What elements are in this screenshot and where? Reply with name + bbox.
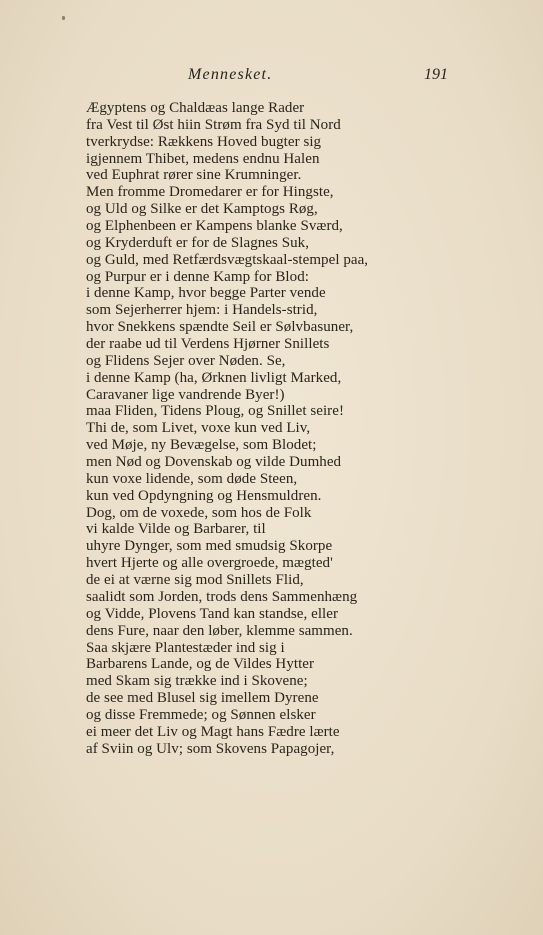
poem-line: hvor Snekkens spændte Seil er Sølvbasuner,: [86, 319, 354, 336]
poem-line: og disse Fremmede; og Sønnen elsker: [86, 706, 316, 723]
poem-line: og Flidens Sejer over Nøden. Se,: [86, 352, 286, 369]
poem-line: og Guld, med Retfærdsvægtskaal-stempel paa,: [86, 251, 369, 268]
poem-line: Thi de, som Livet, voxe kun ved Liv,: [86, 420, 311, 437]
poem-line: og Kryderduft er for de Slagnes Suk,: [86, 234, 309, 251]
poem-line: de ei at værne sig mod Snillets Flid,: [86, 572, 304, 589]
running-head: [0, 66, 543, 88]
poem-line: med Skam sig trække ind i Skovene;: [86, 673, 308, 690]
poem-line: og Vidde, Plovens Tand kan standse, eller: [86, 605, 339, 622]
poem-line: fra Vest til Øst hiin Strøm fra Syd til Nord: [86, 116, 341, 133]
poem-line: maa Fliden, Tidens Ploug, og Snillet seire!: [86, 403, 344, 420]
poem-line: de see med Blusel sig imellem Dyrene: [86, 690, 319, 707]
poem-line: igjennem Thibet, medens endnu Halen: [86, 150, 320, 167]
poem-line: tverkrydse: Rækkens Hoved bugter sig: [86, 133, 322, 150]
poem-line: Caravaner lige vandrende Byer!): [86, 386, 285, 403]
poem-line: dens Fure, naar den løber, klemme sammen.: [86, 622, 353, 639]
running-title: Mennesket.: [188, 66, 273, 83]
poem-line: som Sejerherrer hjem: i Handels-strid,: [86, 302, 318, 319]
poem-line: Dog, om de voxede, som hos de Folk: [86, 504, 312, 521]
poem-line: og Purpur er i denne Kamp for Blod:: [86, 268, 309, 285]
poem-text: [86, 100, 406, 758]
poem-line: ved Møje, ny Bevægelse, som Blodet;: [86, 437, 317, 454]
poem-line: i denne Kamp (ha, Ørknen livligt Marked,: [86, 369, 342, 386]
poem-line: Barbarens Lande, og de Vildes Hytter: [86, 656, 315, 673]
poem-line: kun ved Opdyngning og Hensmuldren.: [86, 487, 322, 504]
page-number: 191: [424, 66, 448, 83]
poem-line: ei meer det Liv og Magt hans Fædre lærte: [86, 723, 340, 740]
poem-line: i denne Kamp, hvor begge Parter vende: [86, 285, 326, 302]
poem-line: men Nød og Dovenskab og vilde Dumhed: [86, 454, 342, 471]
poem-line: saalidt som Jorden, trods dens Sammenhæng: [86, 588, 358, 605]
poem-line: Ægyptens og Chaldæas lange Rader: [86, 100, 305, 116]
poem-line: Saa skjære Plantestæder ind sig i: [86, 639, 285, 656]
poem-line: Men fromme Dromedarer er for Hingste,: [86, 184, 334, 201]
paper-speck: [62, 16, 65, 20]
poem-line: ved Euphrat rører sine Krumninger.: [86, 167, 302, 184]
poem-line: og Elphenbeen er Kampens blanke Sværd,: [86, 218, 343, 235]
poem-line: der raabe ud til Verdens Hjørner Snillets: [86, 336, 330, 353]
poem-line: og Uld og Silke er det Kamptogs Røg,: [86, 201, 318, 218]
poem-line: vi kalde Vilde og Barbarer, til: [86, 521, 266, 538]
poem-line: kun voxe lidende, som døde Steen,: [86, 470, 298, 487]
poem-line: af Sviin og Ulv; som Skovens Papagojer,: [86, 740, 335, 757]
poem-line: hvert Hjerte og alle overgroede, mægted': [86, 555, 333, 572]
poem-line: uhyre Dynger, som med smudsig Skorpe: [86, 538, 333, 555]
